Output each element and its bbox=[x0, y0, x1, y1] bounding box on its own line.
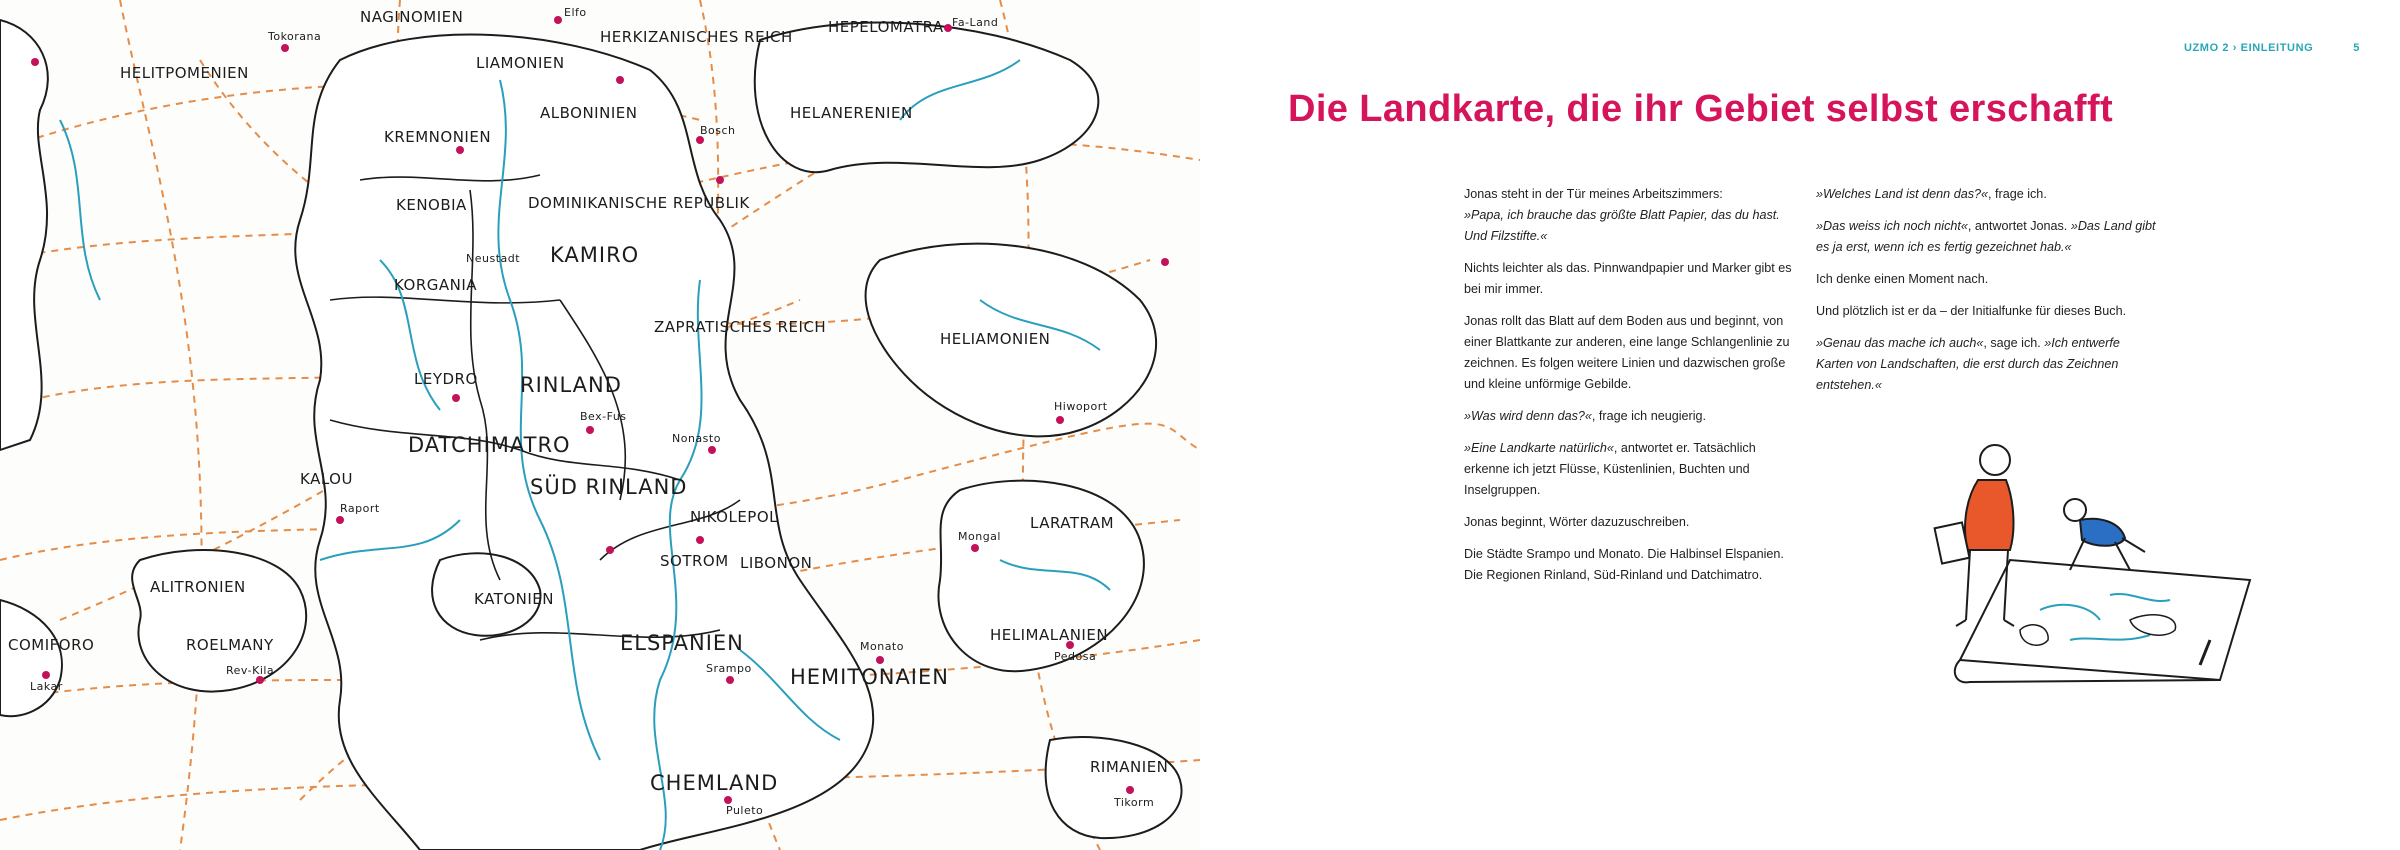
map-city-label: Raport bbox=[340, 502, 380, 515]
quote-text: »Eine Landkarte natürlich« bbox=[1464, 441, 1614, 455]
map-region-label: HELITPOMENIEN bbox=[120, 64, 249, 82]
paragraph-text: , antwortet Jonas. bbox=[1967, 219, 2071, 233]
map-city-label: Nonasto bbox=[672, 432, 721, 445]
paragraph-text: Jonas steht in der Tür meines Arbeitszimmers: bbox=[1464, 187, 1723, 201]
text-page bbox=[1200, 0, 2400, 850]
map-city-label: Tikorm bbox=[1114, 796, 1155, 809]
map-region-label: HEPELOMATRA bbox=[828, 18, 944, 36]
map-region-label: NIKOLEPOL bbox=[690, 508, 779, 526]
quote-text: »Genau das mache ich auch« bbox=[1816, 336, 1984, 350]
map-city-label: Monato bbox=[860, 640, 904, 653]
map-region-label: KREMNONIEN bbox=[384, 128, 492, 146]
map-region-label: RINLAND bbox=[520, 373, 622, 397]
map-region-label: ZAPRATISCHES REICH bbox=[654, 318, 827, 336]
map-region-label: HERKIZANISCHES REICH bbox=[600, 28, 793, 46]
map-region-label: HELANERENIEN bbox=[790, 104, 913, 122]
map-region-label: NAGINOMIEN bbox=[360, 8, 464, 26]
map-region-label: HELIMALANIEN bbox=[990, 626, 1109, 644]
map-city-label: Tokorana bbox=[268, 30, 322, 43]
map-city-label: Srampo bbox=[706, 662, 752, 675]
map-region-label: SÜD RINLAND bbox=[530, 475, 688, 499]
paragraph-text: , frage ich neugierig. bbox=[1591, 409, 1707, 423]
paragraph bbox=[1464, 438, 1804, 501]
map-region-label: LEYDRO bbox=[414, 370, 478, 388]
quote-text: »Ich entwerfe Karten von Landschaften, die erst durch das Zeichnen entstehen.« bbox=[1816, 336, 2120, 392]
map-city-label: Hiwoport bbox=[1054, 400, 1108, 413]
map-region-label: DOMINIKANISCHE REPUBLIK bbox=[528, 194, 750, 212]
map-region-label: DATCHIMATRO bbox=[408, 433, 571, 457]
map-region-label: RIMANIEN bbox=[1090, 758, 1169, 776]
text-column-right bbox=[1816, 184, 2156, 407]
map-region-label: ELSPANIEN bbox=[620, 631, 744, 655]
map-city-label: Mongal bbox=[958, 530, 1001, 543]
paragraph: Ich denke einen Moment nach. bbox=[1816, 272, 1989, 286]
map-city-label: Elfo bbox=[564, 6, 587, 19]
page-number: 5 bbox=[2353, 42, 2360, 54]
paragraph: Und plötzlich ist er da – der Initialfunke für dieses Buch. bbox=[1816, 304, 2127, 318]
map-city-label: Puleto bbox=[726, 804, 764, 817]
quote-text: »Papa, ich brauche das größte Blatt Papier, das du hast. Und Filzstifte.« bbox=[1464, 208, 1780, 243]
quote-text: »Das Land gibt es ja erst, wenn ich es fertig gezeichnet hab.« bbox=[1816, 219, 2156, 254]
map-city-label: Pedosa bbox=[1054, 650, 1097, 663]
map-region-label: KAMIRO bbox=[550, 243, 640, 267]
map-region-label: ROELMANY bbox=[186, 636, 274, 654]
running-head-section: UZMO 2 › EINLEITUNG bbox=[2183, 42, 2314, 54]
paragraph-text: , antwortet er. Tatsächlich erkenne ich jetzt Flüsse, Küstenlinien, Buchten und Inselgruppen. bbox=[1464, 441, 1756, 497]
map-region-label: LIBONON bbox=[740, 554, 813, 572]
map-city-label: Bosch bbox=[700, 124, 736, 137]
paragraph bbox=[1816, 184, 2156, 205]
map-region-label: KORGANIA bbox=[394, 276, 478, 294]
paragraph bbox=[1464, 406, 1804, 427]
map-city-label: Lakar bbox=[30, 680, 63, 693]
paragraph-text: , sage ich. bbox=[1983, 336, 2045, 350]
paragraph bbox=[1816, 333, 2156, 396]
map-city-label: Neustadt bbox=[466, 252, 521, 265]
paragraph: Nichts leichter als das. Pinnwandpapier und Marker gibt es bei mir immer. bbox=[1464, 261, 1792, 296]
paragraph-text: , frage ich. bbox=[1988, 187, 2047, 201]
map-city-label: Bex-Fus bbox=[580, 410, 627, 423]
quote-text: »Was wird denn das?« bbox=[1464, 409, 1592, 423]
map-region-label: ALITRONIEN bbox=[150, 578, 246, 596]
quote-text: »Welches Land ist denn das?« bbox=[1816, 187, 1989, 201]
paragraph: Jonas beginnt, Wörter dazuzuschreiben. bbox=[1464, 515, 1690, 529]
paragraph: Jonas rollt das Blatt auf dem Boden aus und beginnt, von einer Blattkante zur anderen, eine lange Schlangenlinie zu zeichnen. Es folgen weitere Linien und dazwischen große und kleine unförmige Gebilde. bbox=[1464, 314, 1790, 391]
father-and-child-drawing-map-icon bbox=[1920, 430, 2260, 690]
map-region-label: LIAMONIEN bbox=[476, 54, 565, 72]
running-head bbox=[2184, 42, 2360, 54]
map-region-label: KENOBIA bbox=[396, 196, 467, 214]
map-region-label: LARATRAM bbox=[1030, 514, 1115, 532]
paragraph bbox=[1816, 216, 2156, 258]
map-city-label: Fa-Land bbox=[952, 16, 999, 29]
map-region-label: COMIFORO bbox=[8, 636, 95, 654]
map-region-label: KATONIEN bbox=[474, 590, 554, 608]
map-region-label: HELIAMONIEN bbox=[940, 330, 1051, 348]
paragraph: Die Städte Srampo und Monato. Die Halbinsel Elspanien. Die Regionen Rinland, Süd-Rinland und Datchimatro. bbox=[1464, 547, 1784, 582]
page-headline: Die Landkarte, die ihr Gebiet selbst erschafft bbox=[1288, 88, 2114, 130]
map-region-label: SOTROM bbox=[660, 552, 729, 570]
paragraph bbox=[1464, 184, 1804, 247]
map-region-label: ALBONINIEN bbox=[540, 104, 638, 122]
map-region-label: CHEMLAND bbox=[650, 771, 779, 795]
map-region-label: KALOU bbox=[300, 470, 353, 488]
text-column-left bbox=[1464, 184, 1804, 597]
map-region-label: HEMITONAIEN bbox=[790, 665, 949, 689]
quote-text: »Das weiss ich noch nicht« bbox=[1816, 219, 1968, 233]
landmasses bbox=[0, 20, 1182, 850]
map-city-label: Rev-Kila bbox=[226, 664, 275, 677]
